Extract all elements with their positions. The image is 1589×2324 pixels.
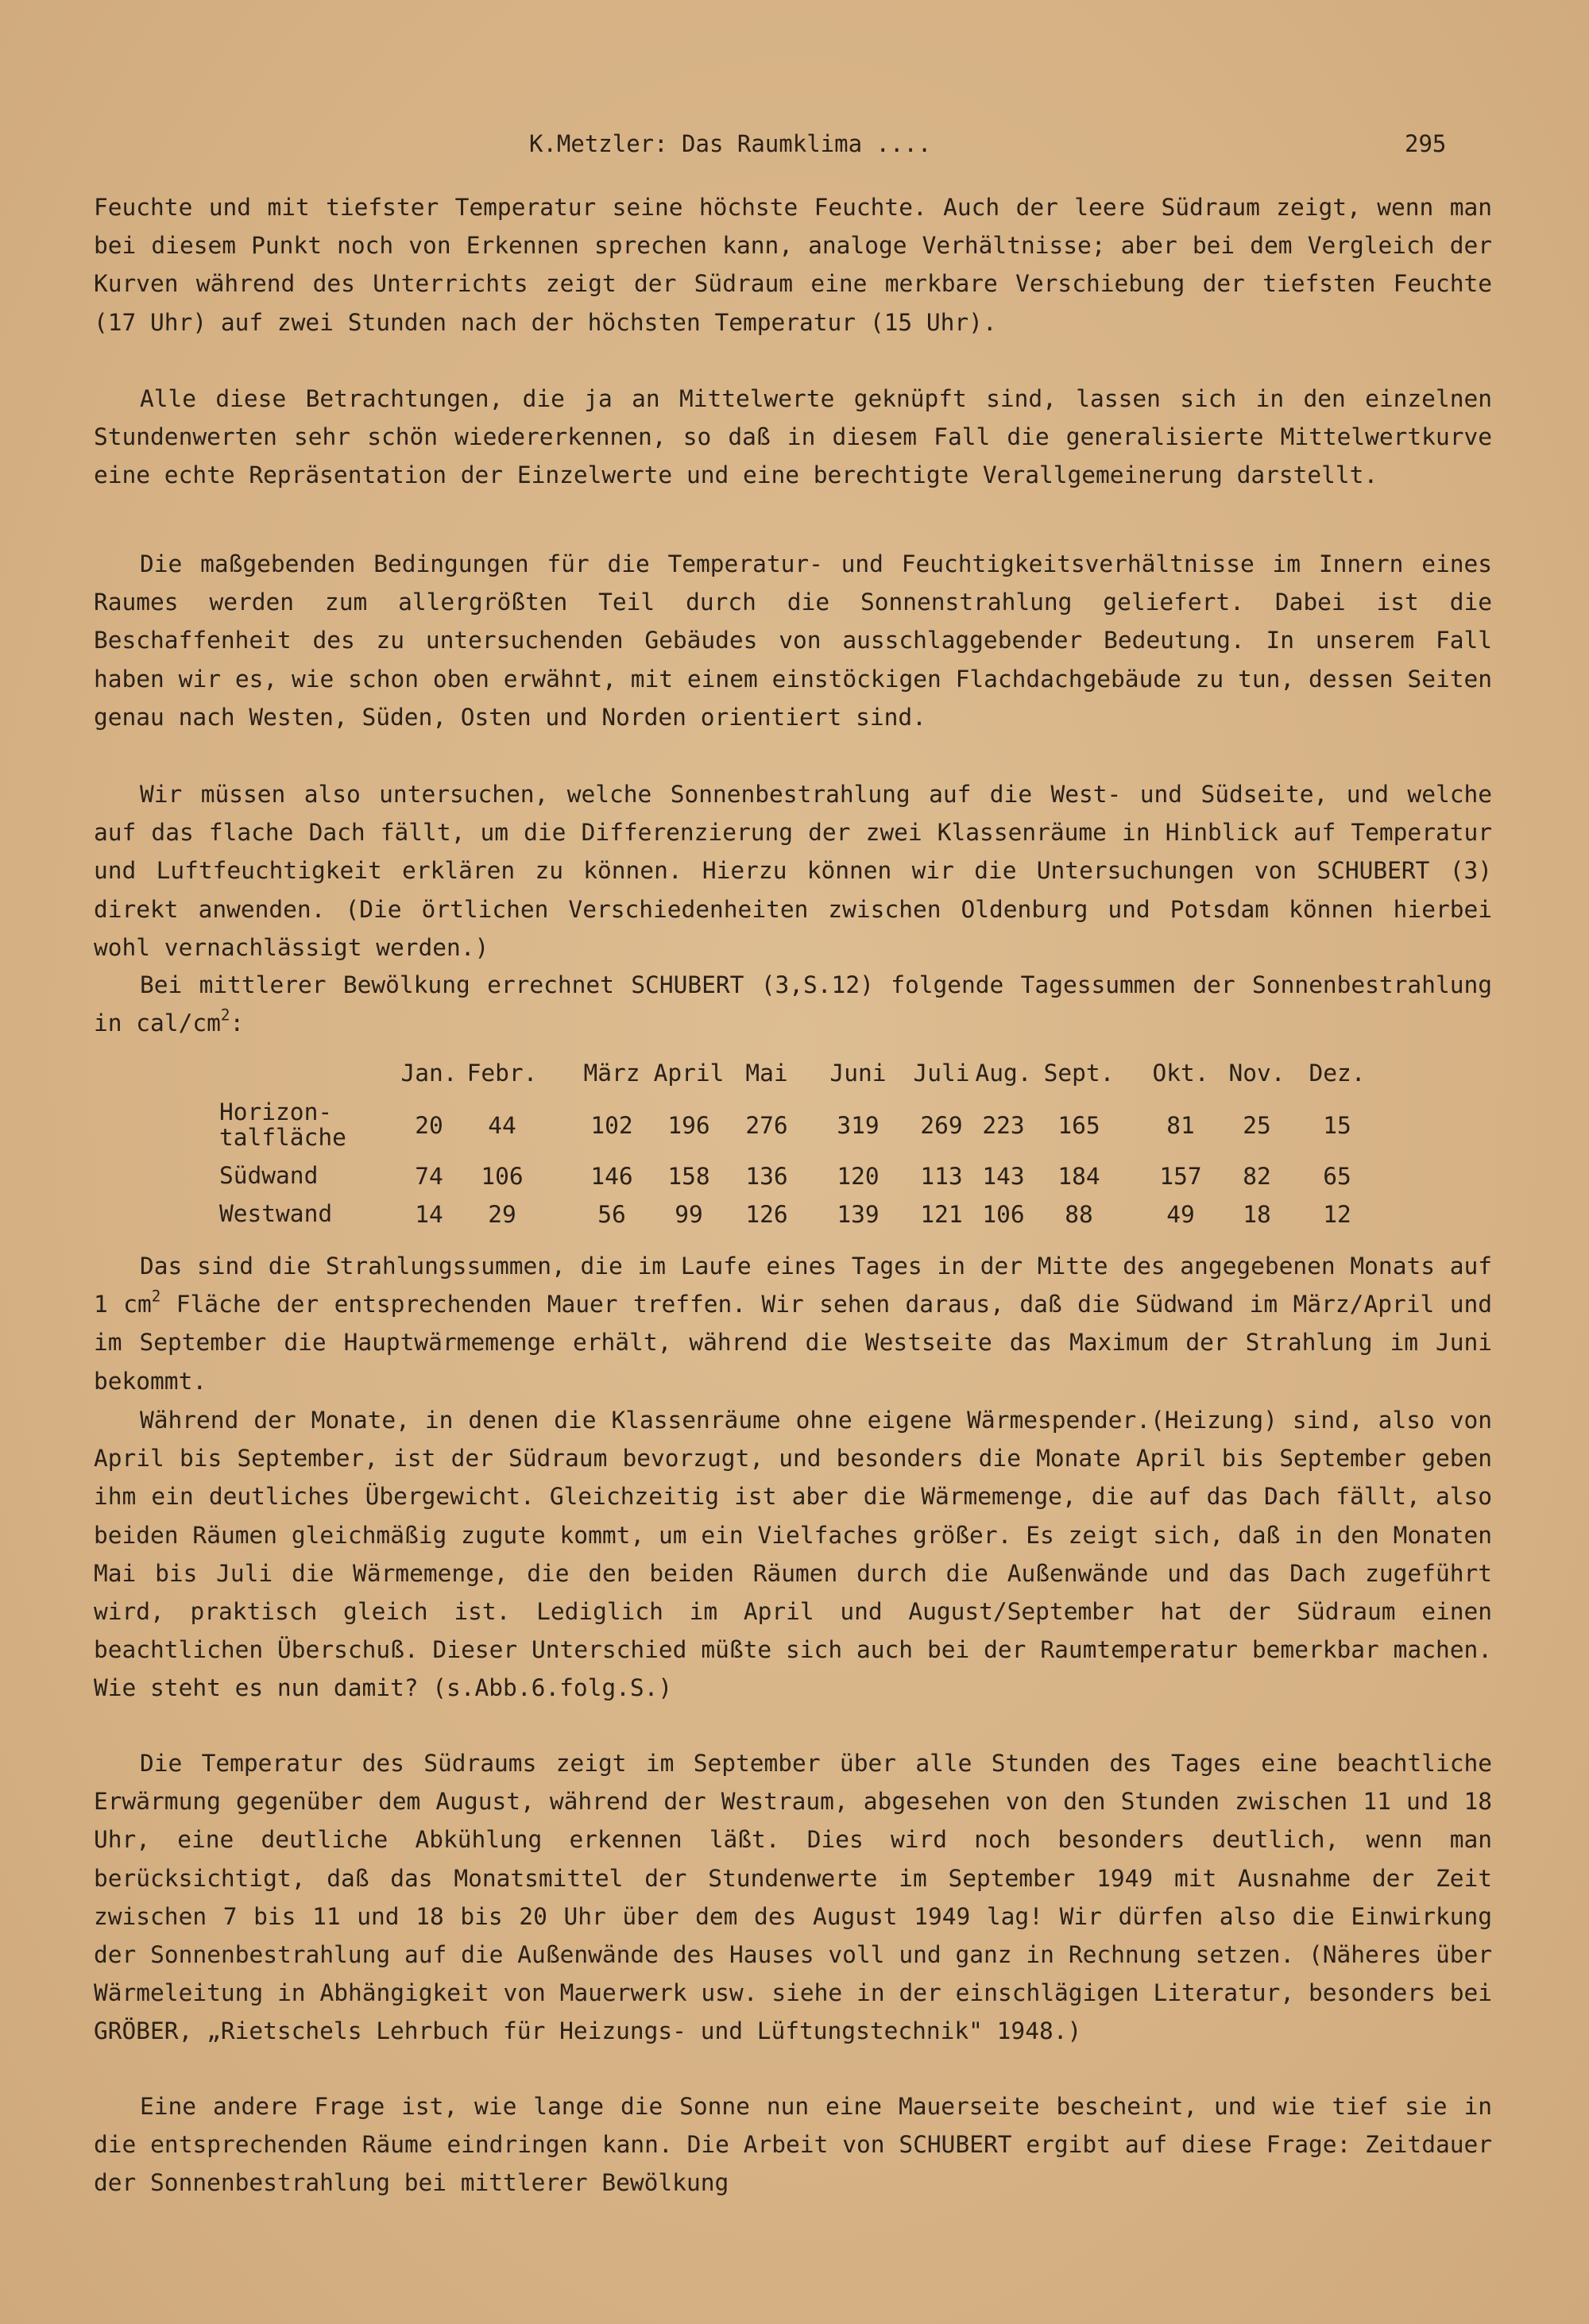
- table-cell: 82: [1243, 1163, 1271, 1190]
- month-header: März: [583, 1060, 640, 1087]
- paragraph-8: Die Temperatur des Südraums zeigt im September über alle Stunden des Tages eine beachtliche Erwärmung gegenüber dem August, während der Westraum, abgesehen von den Stunden zwischen 11 und 18 Uhr, eine deutliche Abkühlung erkennen läßt. Dies wird noch besonders deutlich, wenn man berücksichtigt, daß das Monatsmittel der Stundenwerte im September 1949 mit Ausnahme der Zeit zwischen 7 bis 11 und 18 bis 20 Uhr über dem des August 1949 lag! Wir dürfen also die Einwirkung der Sonnenbestrahlung auf die Außenwände des Hauses voll und ganz in Rechnung setzen. (Näheres über Wärmeleitung in Abhängigkeit von Mauerwerk usw. siehe in der einschlägigen Literatur, besonders bei GRÖBER, „Rietschels Lehrbuch für Heizungs- und Lüftungstechnik" 1948.): [94, 1750, 1492, 2045]
- paragraph-9: Eine andere Frage ist, wie lange die Sonne nun eine Mauerseite bescheint, und wie tief sie in die entsprechenden Räume eindringen kann. Die Arbeit von SCHUBERT ergibt auf diese Frage: Zeitdauer der Sonnenbestrahlung bei mittlerer Bewölkung: [94, 2093, 1492, 2197]
- running-title: K.Metzler: Das Raumklima ....: [529, 130, 932, 157]
- table-cell: 25: [1243, 1112, 1271, 1139]
- table-cell: 99: [675, 1201, 703, 1228]
- paragraph-3: Die maßgebenden Bedingungen für die Temperatur- und Feuchtigkeitsverhältnisse im Innern eines Raumes werden zum allergrößten Teil durch die Sonnenstrahlung geliefert. Dabei ist die Beschaffenheit des zu untersuchenden Gebäudes von ausschlaggebender Bedeutung. In unserem Fall haben wir es, wie schon oben erwähnt, mit einem einstöckigen Flachdachgebäude zu tun, dessen Seiten genau nach Westen, Süden, Osten und Norden orientiert sind.: [94, 550, 1492, 731]
- table-cell: 44: [488, 1112, 516, 1139]
- table-cell: 106: [982, 1201, 1025, 1228]
- table-cell: 15: [1323, 1112, 1351, 1139]
- row-label: [219, 1099, 346, 1150]
- paragraph-7: Während der Monate, in denen die Klassenräume ohne eigene Wärmespender.(Heizung) sind, also von April bis September, ist der Südraum bevorzugt, und besonders die Monate April bis September geben ihm ein deutliches Übergewicht. Gleichzeitig ist aber die Wärmemenge, die auf das Dach fällt, also beiden Räumen gleichmäßig zugute kommt, um ein Vielfaches größer. Es zeigt sich, daß in den Monaten Mai bis Juli die Wärmemenge, die den beiden Räumen durch die Außenwände und das Dach zugeführt wird, praktisch gleich ist. Lediglich im April und August/September hat der Südraum einen beachtlichen Überschuß. Dieser Unterschied müßte sich auch bei der Raumtemperatur bemerkbar machen. Wie steht es nun damit? (s.Abb.6.folg.S.): [94, 1407, 1492, 1702]
- table-cell: 56: [597, 1201, 626, 1228]
- paragraph-5-text: Bei mittlerer Bewölkung errechnet SCHUBERT (3,S.12) folgende Tagessummen der Sonnenbestrahlung in cal/cm: [94, 971, 1492, 1037]
- paragraph-6: [94, 1247, 1492, 1400]
- table-cell: 18: [1243, 1201, 1271, 1228]
- superscript-2: 2: [151, 1287, 161, 1306]
- table-cell: 29: [488, 1201, 516, 1228]
- table-cell: 196: [667, 1112, 710, 1139]
- table-cell: 146: [590, 1163, 633, 1190]
- month-header: Jan.: [400, 1060, 458, 1087]
- table-cell: 157: [1159, 1163, 1202, 1190]
- table-cell: 20: [415, 1112, 443, 1139]
- table-cell: 143: [982, 1163, 1025, 1190]
- row-label-line: Horizon-: [219, 1098, 333, 1125]
- table-cell: 223: [982, 1112, 1025, 1139]
- paragraph-6-text: Das sind die Strahlungssummen, die im Laufe eines Tages in der Mitte des angegebenen Monats auf 1 cm: [94, 1253, 1492, 1318]
- table-cell: 136: [745, 1163, 788, 1190]
- paragraph-4: Wir müssen also untersuchen, welche Sonnenbestrahlung auf die West- und Südseite, und welche auf das flache Dach fällt, um die Differenzierung der zwei Klassenräume in Hinblick auf Temperatur und Luftfeuchtigkeit erklären zu können. Hierzu können wir die Untersuchungen von SCHUBERT (3) direkt anwenden. (Die örtlichen Verschiedenheiten zwischen Oldenburg und Potsdam können hierbei wohl vernachlässigt werden.): [94, 781, 1492, 961]
- table-cell: 88: [1065, 1201, 1093, 1228]
- table-cell: 139: [837, 1201, 880, 1228]
- table-cell: 65: [1323, 1163, 1351, 1190]
- superscript-2: 2: [220, 1006, 230, 1025]
- table-cell: 269: [920, 1112, 963, 1139]
- month-header: Okt.: [1152, 1060, 1209, 1087]
- table-cell: 14: [415, 1201, 443, 1228]
- table-cell: 158: [667, 1163, 710, 1190]
- month-header: Mai: [745, 1060, 788, 1087]
- table-cell: 126: [745, 1201, 788, 1228]
- month-header: Aug.: [975, 1060, 1032, 1087]
- month-header: Nov.: [1228, 1060, 1286, 1087]
- month-header: April: [653, 1060, 725, 1087]
- table-cell: 81: [1166, 1112, 1195, 1139]
- table-cell: 49: [1166, 1201, 1195, 1228]
- paragraph-5-end: :: [230, 1010, 245, 1037]
- table-cell: 276: [745, 1112, 788, 1139]
- table-cell: 113: [920, 1163, 963, 1190]
- running-header: [0, 130, 1589, 162]
- table-cell: 12: [1323, 1201, 1351, 1228]
- month-header: Febr.: [466, 1060, 538, 1087]
- row-label-line: Südwand: [219, 1162, 319, 1189]
- table-cell: 165: [1057, 1112, 1100, 1139]
- month-header: Sept.: [1043, 1060, 1115, 1087]
- table-cell: 74: [415, 1163, 443, 1190]
- table-cell: 120: [837, 1163, 880, 1190]
- row-label: [219, 1163, 318, 1188]
- radiation-table: [0, 1053, 1589, 1244]
- table-cell: 102: [590, 1112, 633, 1139]
- month-header: Juli: [913, 1060, 970, 1087]
- paragraph-2: Alle diese Betrachtungen, die ja an Mittelwerte geknüpft sind, lassen sich in den einzelnen Stundenwerten sehr schön wiedererkennen, so daß in diesem Fall die generalisierte Mittelwertkurve eine echte Repräsentation der Einzelwerte und eine berechtigte Verallgemeinerung darstellt.: [94, 385, 1492, 489]
- month-header: Juni: [829, 1060, 887, 1087]
- paragraph-6-rest: Fläche der entsprechenden Mauer treffen. Wir sehen daraus, daß die Südwand im März/April und im September die Hauptwärmemenge erhält, während die Westseite das Maximum der Strahlung im Juni bekommt.: [94, 1291, 1492, 1395]
- table-cell: 121: [920, 1201, 963, 1228]
- paragraph-5: [94, 966, 1492, 1042]
- paragraph-1: Feuchte und mit tiefster Temperatur seine höchste Feuchte. Auch der leere Südraum zeigt, wenn man bei diesem Punkt noch von Erkennen sprechen kann, analoge Verhältnisse; aber bei dem Vergleich der Kurven während des Unterrichts zeigt der Südraum eine merkbare Verschiebung der tiefsten Feuchte (17 Uhr) auf zwei Stunden nach der höchsten Temperatur (15 Uhr).: [94, 194, 1492, 336]
- table-cell: 319: [837, 1112, 880, 1139]
- row-label-line: Westwand: [219, 1200, 333, 1227]
- row-label: [219, 1201, 332, 1226]
- row-label-line: talfläche: [219, 1124, 346, 1151]
- table-cell: 184: [1057, 1163, 1100, 1190]
- page-number: 295: [1405, 130, 1447, 157]
- month-header: Dez.: [1309, 1060, 1366, 1087]
- table-cell: 106: [481, 1163, 524, 1190]
